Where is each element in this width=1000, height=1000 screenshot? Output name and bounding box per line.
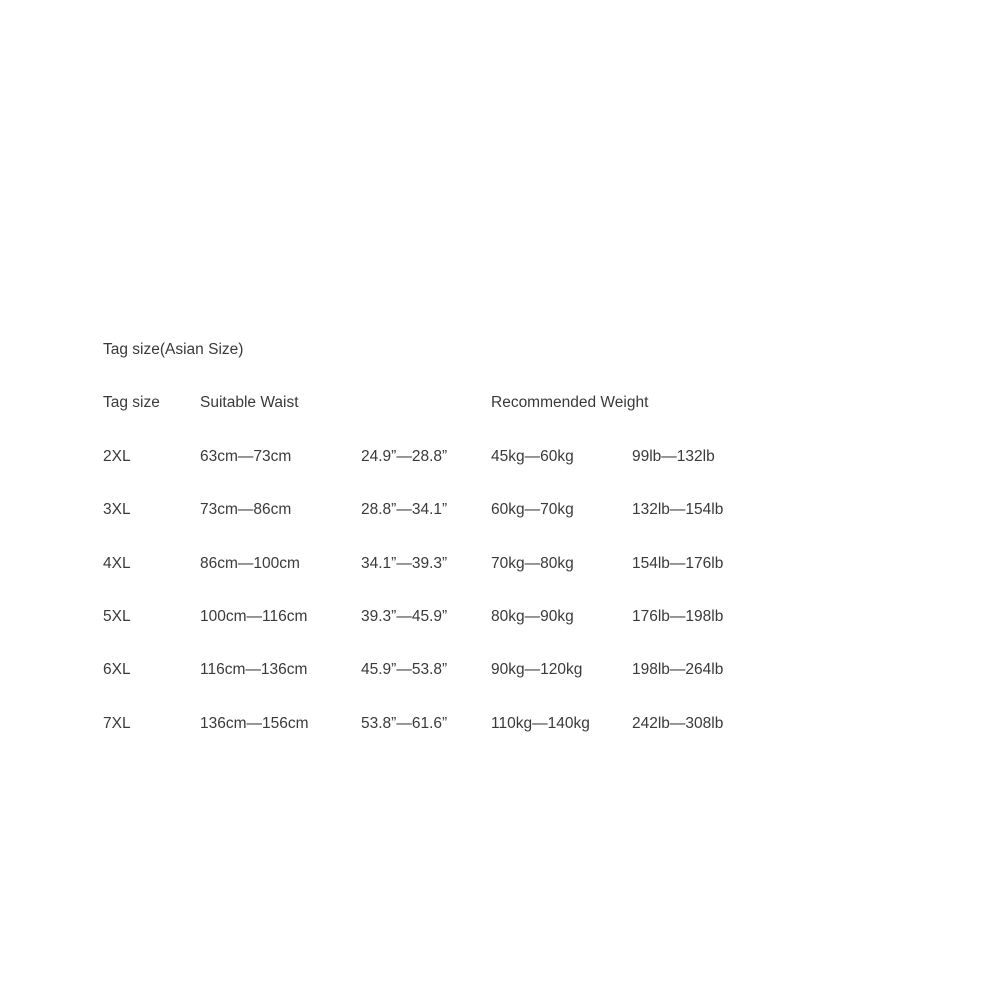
waist-in-cell: 28.8”—34.1” xyxy=(361,501,448,518)
table-row xyxy=(0,448,1000,468)
waist-in-cell: 34.1”—39.3” xyxy=(361,555,448,572)
waist-cm-cell: 86cm—100cm xyxy=(200,555,300,572)
weight-lb-cell: 132lb—154lb xyxy=(632,501,724,518)
table-row xyxy=(0,661,1000,681)
weight-kg-cell: 90kg—120kg xyxy=(491,661,583,678)
weight-kg-cell: 80kg—90kg xyxy=(491,608,574,625)
size-cell: 2XL xyxy=(103,448,131,465)
weight-lb-cell: 154lb—176lb xyxy=(632,555,724,572)
weight-kg-cell: 60kg—70kg xyxy=(491,501,574,518)
weight-kg-cell: 110kg—140kg xyxy=(491,715,590,732)
table-row xyxy=(0,501,1000,521)
table-row xyxy=(0,555,1000,575)
weight-kg-cell: 70kg—80kg xyxy=(491,555,574,572)
weight-lb-cell: 198lb—264lb xyxy=(632,661,724,678)
waist-in-cell: 39.3”—45.9” xyxy=(361,608,448,625)
waist-cm-cell: 136cm—156cm xyxy=(200,715,309,732)
waist-cm-cell: 73cm—86cm xyxy=(200,501,292,518)
waist-cm-cell: 63cm—73cm xyxy=(200,448,292,465)
waist-in-cell: 24.9”—28.8” xyxy=(361,448,448,465)
weight-lb-cell: 242lb—308lb xyxy=(632,715,724,732)
size-cell: 7XL xyxy=(103,715,131,732)
waist-cm-cell: 116cm—136cm xyxy=(200,661,308,678)
weight-lb-cell: 99lb—132lb xyxy=(632,448,715,465)
size-cell: 3XL xyxy=(103,501,131,518)
waist-cm-cell: 100cm—116cm xyxy=(200,608,308,625)
header-recommended-weight: Recommended Weight xyxy=(491,394,649,411)
size-cell: 5XL xyxy=(103,608,131,625)
chart-title: Tag size(Asian Size) xyxy=(103,341,244,358)
header-suitable-waist: Suitable Waist xyxy=(200,394,299,411)
waist-in-cell: 45.9”—53.8” xyxy=(361,661,448,678)
table-row xyxy=(0,608,1000,628)
table-row xyxy=(0,715,1000,735)
weight-kg-cell: 45kg—60kg xyxy=(491,448,574,465)
size-cell: 4XL xyxy=(103,555,131,572)
size-cell: 6XL xyxy=(103,661,131,678)
weight-lb-cell: 176lb—198lb xyxy=(632,608,724,625)
waist-in-cell: 53.8”—61.6” xyxy=(361,715,448,732)
header-row xyxy=(0,394,1000,414)
header-tag-size: Tag size xyxy=(103,394,160,411)
